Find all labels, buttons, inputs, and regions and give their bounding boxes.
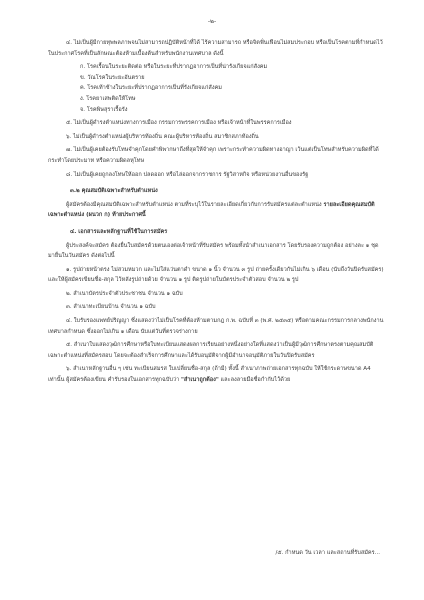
qualification-item-4: ๔. ไม่เป็นผู้มีกายทุพพลภาพจนไม่สามารถปฏิบัติหน้าที่ได้ ไร้ความสามารถ หรือจิตฟั่นเฟือนไม่สมประกอบ หรือเป็นโรคตามที่กำหนดไว้ในประกาศโรคที่เป็นลักษณะต้องห้ามเบื้องต้นสำหรับพนักงานเทศบาล ดังนี้ xyxy=(48,40,383,57)
section-3-2-body xyxy=(48,200,384,221)
page-number: -๒- xyxy=(207,18,217,25)
qualification-item-5: ๕. ไม่เป็นผู้ดำรงตำแหน่งทางการเมือง กรรมการพรรคการเมือง หรือเจ้าหน้าที่ในพรรคการเมือง xyxy=(66,120,292,127)
document-item-1: ๑. รูปถ่ายหน้าตรง ไม่สวมหมวก และไม่ใส่แว่นตาดำ ขนาด ๑ นิ้ว จำนวน ๓ รูป ถ่ายครั้งเดียวกันไม่เกิน ๖ เดือน (นับถึงวันปิดรับสมัคร) และให้ผู้สมัครเขียนชื่อ-สกุล ไว้หลังรูปถ่ายด้วย จำนวน ๑ รูป ติดรูปถ่ายในบัตรประจำตัวสอบ จำนวน ๒ รูป xyxy=(48,266,384,284)
section-3-2-text: ผู้สมัครต้องมีคุณสมบัติเฉพาะสำหรับตำแหน่ง ตามที่ระบุไว้ในรายละเอียดเกี่ยวกับการรับสมัครแต่ละตำแหน่ง xyxy=(66,201,322,208)
document-item-2: ๒. สำเนาบัตรประจำตัวประชาชน จำนวน ๑ ฉบับ xyxy=(66,290,183,297)
document-item-6-line-b: สำเนาภาพถ่ายเอกสารทุกฉบับ ให้ใช้กระดาษขนาด A4 เท่านั้น ผู้สมัครต้องเขียน xyxy=(48,366,371,384)
qualification-item-7: ๗. ไม่เป็นผู้เคยต้องรับโทษจำคุกโดยคำพิพากษาถึงที่สุดให้จำคุก เพราะกระทำความผิดทางอาญา เว้นแต่เป็นโทษสำหรับความผิดที่ได้กระทำโดยประมาท หรือความผิดลหุโทษ xyxy=(48,147,379,164)
disease-item: ข. วัณโรคในระยะอันตราย xyxy=(80,74,145,81)
disease-item: จ. โรคพิษสุราเรื้อรัง xyxy=(80,106,128,113)
document-item-6 xyxy=(48,364,384,385)
document-item-6-line-c-post: และลงลายมือชื่อกำกับไว้ด้วย xyxy=(220,377,291,384)
document-item-6-line-c-pre: คำรับรองในเอกสารทุกฉบับว่า xyxy=(107,377,180,384)
document-item-6-line-a: ๖. สำเนาหลักฐานอื่น ๆ เช่น ทะเบียนสมรส ใบเปลี่ยนชื่อ-สกุล (ถ้ามี) ทั้งนี้ xyxy=(66,366,239,373)
continuation-reference: /๕. กำหนด วัน เวลา และสถานที่รับสมัคร... xyxy=(275,550,380,556)
document-item-6-quote: "สำเนาถูกต้อง" xyxy=(181,377,219,384)
disease-item: ค. โรคเท้าช้างในระยะที่ปรากฏอาการเป็นที่รังเกียจแก่สังคม xyxy=(80,85,222,92)
section-4-intro: ผู้ประสงค์จะสมัคร ต้องยื่นใบสมัครด้วยตนเองต่อเจ้าหน้าที่รับสมัคร พร้อมทั้งนำสำเนาเอกสาร โดยรับรองความถูกต้อง อย่างละ ๑ ชุด มายื่นในวันสมัคร ดังต่อไปนี้ xyxy=(48,242,379,260)
qualification-item-8: ๘. ไม่เป็นผู้เคยถูกลงโทษให้ออก ปลดออก หรือไล่ออกจากราชการ รัฐวิสาหกิจ หรือหน่วยงานอื่นของรัฐ xyxy=(66,171,309,178)
document-item-5: ๕. สำเนาใบแสดงวุฒิการศึกษาหรือใบทะเบียนแสดงผลการเรียนอย่างหนึ่งอย่างใดที่แสดงว่าเป็นผู้มีวุฒิการศึกษาตรงตามคุณสมบัติเฉพาะตำแหน่งที่สมัครสอบ โดยจะต้องสำเร็จการศึกษาและได้รับอนุมัติจากผู้มีอำนาจอนุมัติภายในวันปิดรับสมัคร xyxy=(48,342,374,359)
qualification-item-6: ๖. ไม่เป็นผู้ดำรงตำแหน่งผู้บริหารท้องถิ่น คณะผู้บริหารท้องถิ่น สมาชิกสภาท้องถิ่น xyxy=(66,133,259,140)
section-3-2-bold-text: รายละเอียดคุณสมบัติเฉพาะตำแหน่ง (ผนวก ก) ท้ายประกาศนี้ xyxy=(48,201,375,219)
disease-item: ก. โรคเรื้อนในระยะติดต่อ หรือในระยะที่ปรากฏอาการเป็นที่น่ารังเกียจแก่สังคม xyxy=(80,64,268,71)
document-item-3: ๓. สำเนาทะเบียนบ้าน จำนวน ๑ ฉบับ xyxy=(66,304,156,311)
disease-item: ง. โรคยาเสพติดให้โทษ xyxy=(80,95,136,102)
section-3-2-heading: ๓.๒ คุณสมบัติเฉพาะสำหรับตำแหน่ง xyxy=(70,188,158,195)
document-item-4: ๔. ใบรับรองแพทย์ปริญญา ซึ่งแสดงว่าไม่เป็นโรคที่ต้องห้ามตามกฎ ก.พ. ฉบับที่ ๓ (พ.ศ. ๒๕๓๕) หรือตามคณะกรรมการกลางพนักงานเทศบาลกำหนด ซึ่งออกไม่เกิน ๑ เดือน นับแต่วันที่ตรวจร่างกาย xyxy=(48,318,384,335)
section-4-heading: ๔. เอกสารและหลักฐานที่ใช้ในการสมัคร xyxy=(70,228,168,235)
